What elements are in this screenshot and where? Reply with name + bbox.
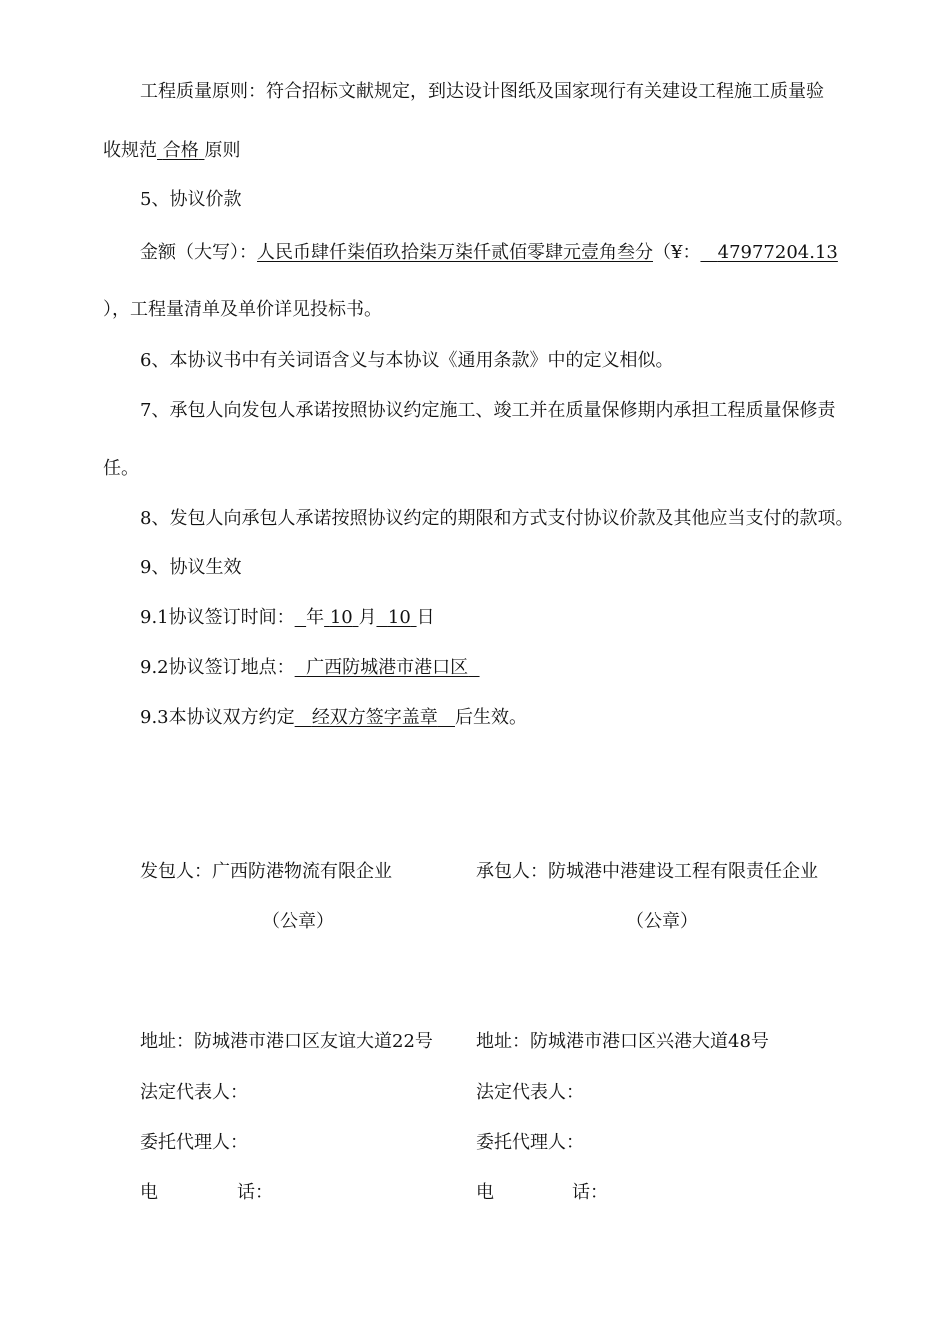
contractor-address: 地址：防城港市港口区兴港大道48号 — [476, 1031, 769, 1052]
section-9-heading: 9、协议生效 — [140, 557, 242, 578]
day-field: 10 — [387, 607, 411, 628]
contractor-name: 承包人：防城港中港建设工程有限责任企业 — [476, 861, 818, 882]
effectiveness-condition-field: 经双方签字盖章 — [311, 707, 438, 728]
section-8: 8、发包人向承包人承诺按照协议约定的期限和方式支付协议价款及其他应当支付的款项。 — [140, 508, 854, 529]
contractor-agent: 委托代理人： — [476, 1132, 584, 1153]
effectiveness-line — [140, 706, 527, 730]
year-blank — [295, 607, 306, 628]
signing-time-label: 9.1协议签订时间： — [140, 607, 295, 628]
quality-standard-field: 合格 — [162, 140, 199, 161]
signing-place-line — [140, 656, 480, 680]
contract-amount-line — [140, 241, 838, 265]
month-field: 10 — [329, 607, 353, 628]
signing-time-line — [140, 606, 435, 630]
employer-address: 地址：防城港市港口区友谊大道22号 — [140, 1031, 433, 1052]
employer-seal: （公章） — [262, 911, 334, 932]
quality-prefix: 收规范 — [103, 140, 157, 161]
effectiveness-prefix: 9.3本协议双方约定 — [140, 707, 295, 728]
year-unit: 年 — [306, 607, 325, 628]
amount-note: ），工程量清单及单价详见投标书。 — [103, 299, 382, 320]
quality-paragraph-line-2 — [103, 139, 240, 163]
contractor-seal: （公章） — [626, 911, 698, 932]
amount-symbol: （¥： — [653, 242, 701, 263]
amount-label: 金额（大写）： — [140, 242, 257, 263]
employer-legal-rep: 法定代表人： — [140, 1082, 248, 1103]
section-7-line-2: 任。 — [103, 458, 139, 479]
quality-paragraph-line-1: 工程质量原则：符合招标文献规定，到达设计图纸及国家现行有关建设工程施工质量验 — [140, 81, 824, 102]
amount-in-words: 人民币肆仟柒佰玖拾柒万柒仟贰佰零肆元壹角叁分 — [257, 242, 653, 263]
employer-phone-label-2: 话： — [237, 1182, 273, 1203]
signing-place-label: 9.2协议签订地点： — [140, 657, 295, 678]
effectiveness-suffix: 后生效。 — [454, 707, 527, 728]
section-6: 6、本协议书中有关词语含义与本协议《通用条款》中的定义相似。 — [140, 350, 674, 371]
section-7-line-1: 7、承包人向发包人承诺按照协议约定施工、竣工并在质量保修期内承担工程质量保修责 — [140, 400, 836, 421]
quality-suffix: 原则 — [204, 140, 241, 161]
signing-place-field: 广西防城港市港口区 — [306, 657, 469, 678]
section-5-heading: 5、协议价款 — [140, 189, 242, 210]
amount-number-field: 47977204.13 — [717, 242, 838, 263]
employer-phone-label-1: 电 — [140, 1182, 158, 1203]
employer-agent: 委托代理人： — [140, 1132, 248, 1153]
employer-name: 发包人：广西防港物流有限企业 — [140, 861, 392, 882]
contractor-phone-label-2: 话： — [572, 1182, 608, 1203]
month-unit: 月 — [358, 607, 377, 628]
day-unit: 日 — [416, 607, 435, 628]
contractor-legal-rep: 法定代表人： — [476, 1082, 584, 1103]
contractor-phone-label-1: 电 — [476, 1182, 494, 1203]
